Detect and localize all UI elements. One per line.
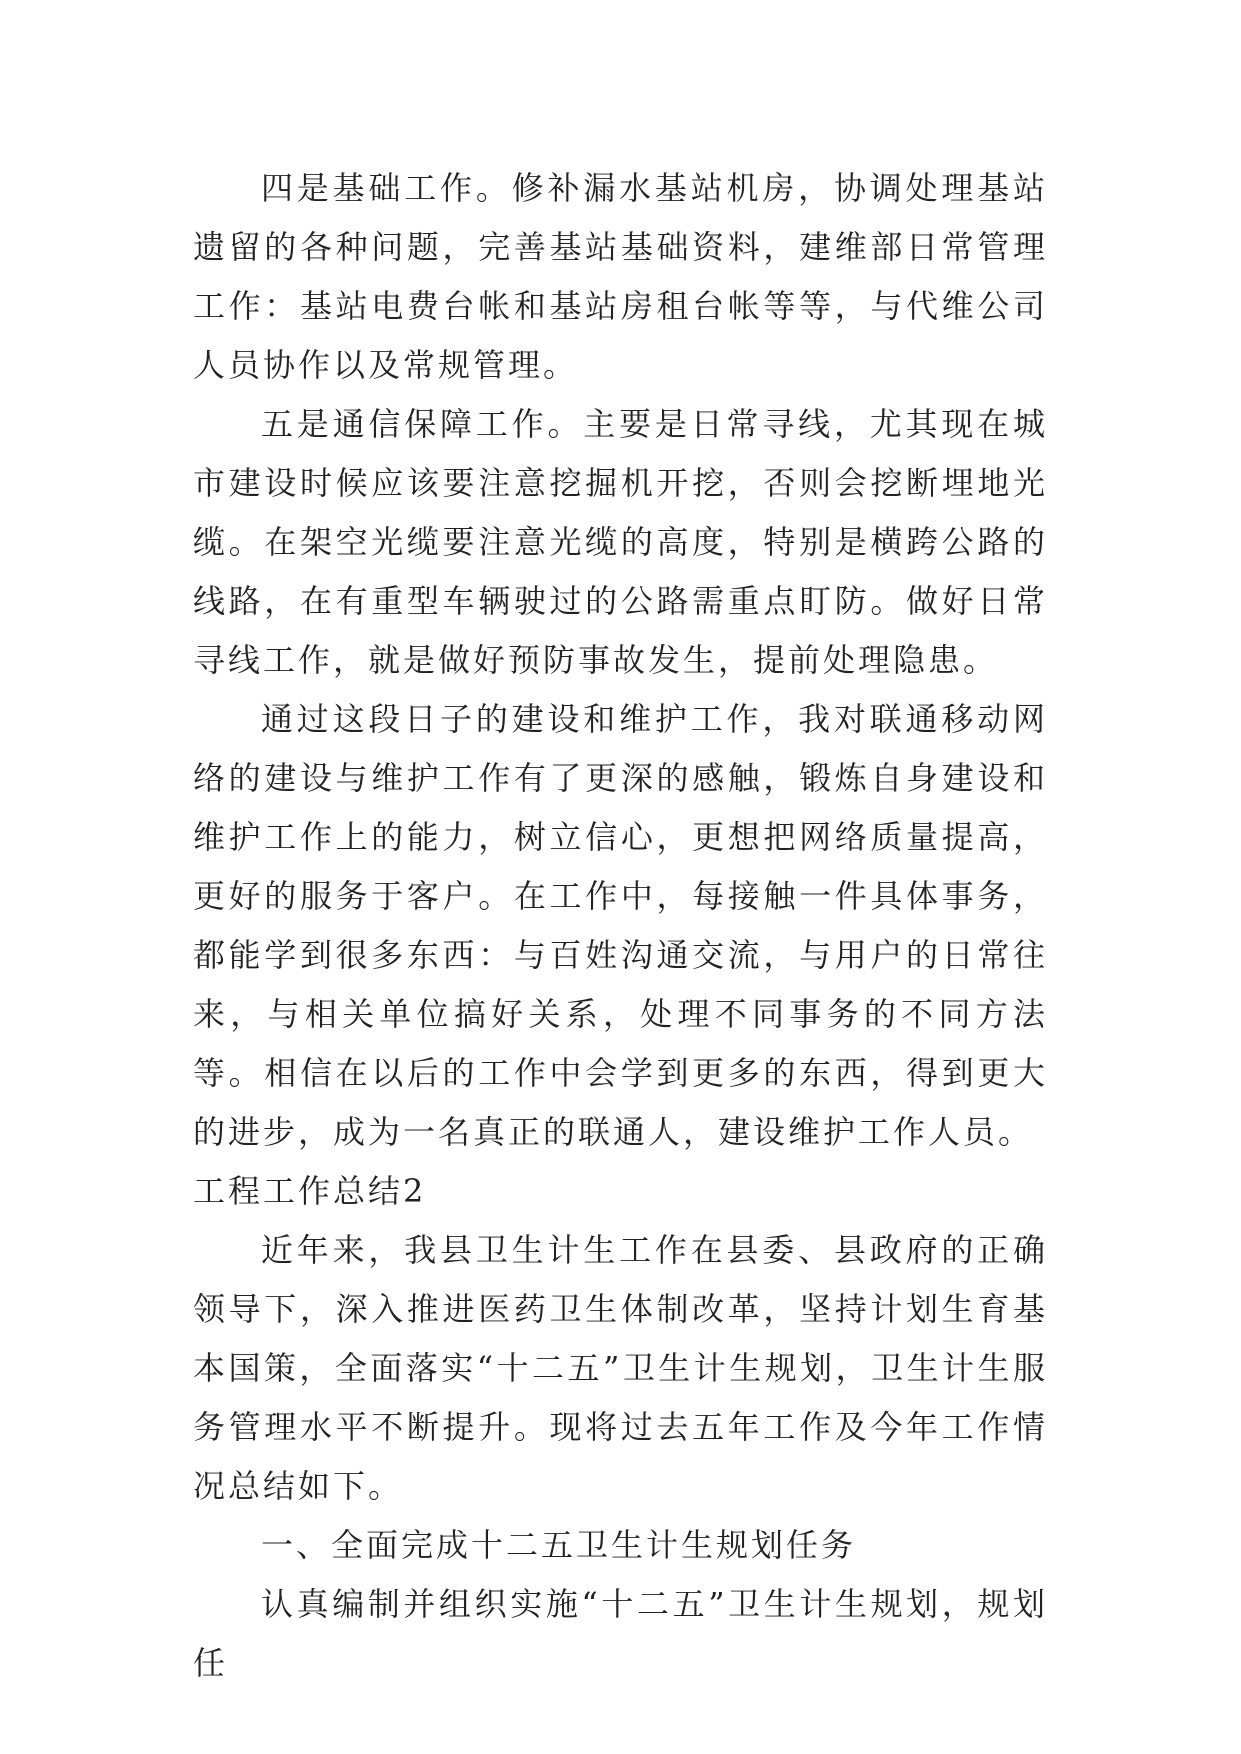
- document-body: [193, 159, 1048, 1693]
- section-title: 工程工作总结2: [193, 1172, 427, 1210]
- paragraph-subheading: 一、全面完成十二五卫生计生规划任务: [261, 1526, 857, 1564]
- paragraph-reflection: 通过这段日子的建设和维护工作，我对联通移动网络的建设与维护工作有了更深的感触，锻炼自身建设和维护工作上的能力，树立信心，更想把网络质量提高，更好的服务于客户。在工作中，每接触一件具体事务，都能学到很多东西：与百姓沟通交流，与用户的日常往来，与相关单位搞好关系，处理不同事务的不同方法等。相信在以后的工作中会学到更多的东西，得到更大的进步，成为一名真正的联通人，建设维护工作人员。: [193, 700, 1048, 1151]
- paragraph-basic-work: 四是基础工作。修补漏水基站机房，协调处理基站遗留的各种问题，完善基站基础资料，建维部日常管理工作：基站电费台帐和基站房租台帐等等，与代维公司人员协作以及常规管理。: [193, 169, 1048, 384]
- paragraph-communication-support: 五是通信保障工作。主要是日常寻线，尤其现在城市建设时候应该要注意挖掘机开挖，否则会挖断埋地光缆。在架空光缆要注意光缆的高度，特别是横跨公路的线路，在有重型车辆驶过的公路需重点盯防。做好日常寻线工作，就是做好预防事故发生，提前处理隐患。: [193, 405, 1048, 679]
- paragraph-intro: 近年来，我县卫生计生工作在县委、县政府的正确领导下，深入推进医药卫生体制改革，坚持计划生育基本国策，全面落实“十二五”卫生计生规划，卫生计生服务管理水平不断提升。现将过去五年工作及今年工作情况总结如下。: [193, 1231, 1048, 1505]
- paragraph-planning: 认真编制并组织实施“十二五”卫生计生规划，规划任: [193, 1585, 1048, 1682]
